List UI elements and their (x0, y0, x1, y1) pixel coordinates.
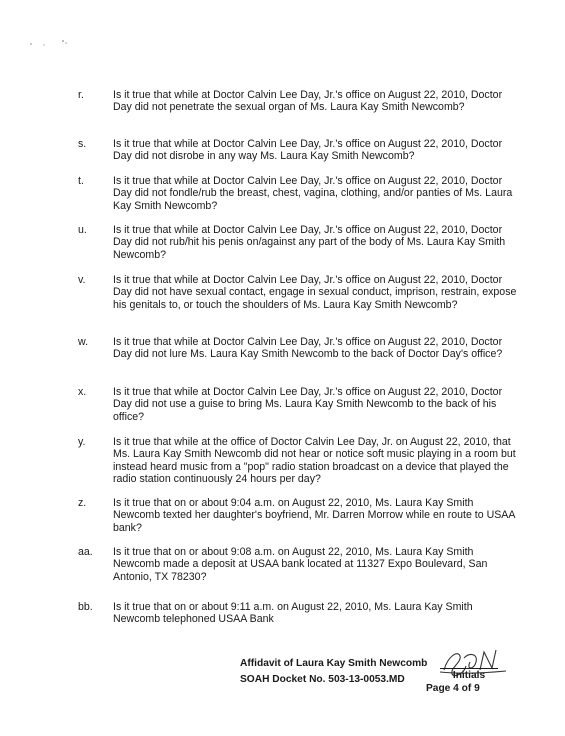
affidavit-footer (240, 652, 530, 702)
question-text: Is it true that on or about 9:11 a.m. on August 22, 2010, Ms. Laura Kay Smith Newcomb telephoned USAA Bank (113, 601, 473, 626)
question-text: Is it true that while at Doctor Calvin Lee Day, Jr.'s office on August 22, 2010, Doctor Day did not lure Ms. Laura Kay Smith Newcomb to the back of Doctor Day's office? (113, 336, 503, 361)
question-letter: x. (78, 386, 87, 398)
question-letter: r. (78, 89, 84, 101)
affidavit-title: Affidavit of Laura Kay Smith Newcomb (240, 658, 428, 669)
question-text: Is it true that while at Doctor Calvin Lee Day, Jr.'s office on August 22, 2010, Doctor Day did not rub/hit his penis on/against any part of the body of Ms. Laura Kay Smith Newcomb? (113, 224, 506, 261)
question-letter: t. (78, 175, 84, 187)
question-letter: z. (78, 497, 87, 509)
question-text: Is it true that while at Doctor Calvin Lee Day, Jr.'s office on August 22, 2010, Doctor Day did not penetrate the sexual organ of Ms. Laura Kay Smith Newcomb? (113, 89, 503, 114)
question-letter: aa. (78, 546, 93, 558)
question-letter: s. (78, 138, 87, 150)
question-letter: bb. (78, 601, 93, 613)
question-letter: y. (78, 436, 86, 448)
question-letter: u. (78, 224, 87, 236)
question-text: Is it true that while at Doctor Calvin Lee Day, Jr.'s office on August 22, 2010, Doctor Day did not disrobe in any way Ms. Laura Kay Smith Newcomb? (113, 138, 503, 163)
question-text: Is it true that while at Doctor Calvin Lee Day, Jr.'s office on August 22, 2010, Doctor Day did not fondle/rub the breast, chest, vagina, clothing, and/or panties of Ms. Laura Kay Smith Newcomb? (113, 175, 513, 212)
scan-specks (28, 38, 88, 48)
question-text: Is it true that while at Doctor Calvin Lee Day, Jr.'s office on August 22, 2010, Doctor Day did not have sexual contact, engage in sexual conduct, imprison, restrain, expose his genitals to, or touch the shoulders of Ms. Laura Kay Smith Newcomb? (113, 274, 517, 311)
initials-label: Initials (452, 670, 486, 681)
initials-line (440, 668, 498, 669)
question-text: Is it true that while at the office of Doctor Calvin Lee Day, Jr. on August 22, 2010, that Ms. Laura Kay Smith Newcomb did not hear or notice soft music playing in a room but instead heard music from a "pop" radio station broadcast on a device that played the radio station continuously 24 hours per day? (113, 436, 516, 486)
question-letter: v. (78, 274, 86, 286)
question-text: Is it true that on or about 9:04 a.m. on August 22, 2010, Ms. Laura Kay Smith Newcomb texted her daughter's boyfriend, Mr. Darren Morrow while en route to USAA bank? (113, 497, 515, 534)
page-number: Page 4 of 9 (426, 683, 480, 694)
question-text: Is it true that on or about 9:08 a.m. on August 22, 2010, Ms. Laura Kay Smith Newcomb made a deposit at USAA bank located at 11327 Expo Boulevard, San Antonio, TX 78230? (113, 546, 488, 583)
question-letter: w. (78, 336, 89, 348)
docket-number: SOAH Docket No. 503-13-0053.MD (240, 674, 405, 685)
question-text: Is it true that while at Doctor Calvin Lee Day, Jr.'s office on August 22, 2010, Doctor Day did not use a guise to bring Ms. Laura Kay Smith Newcomb to the back of his office? (113, 386, 503, 423)
